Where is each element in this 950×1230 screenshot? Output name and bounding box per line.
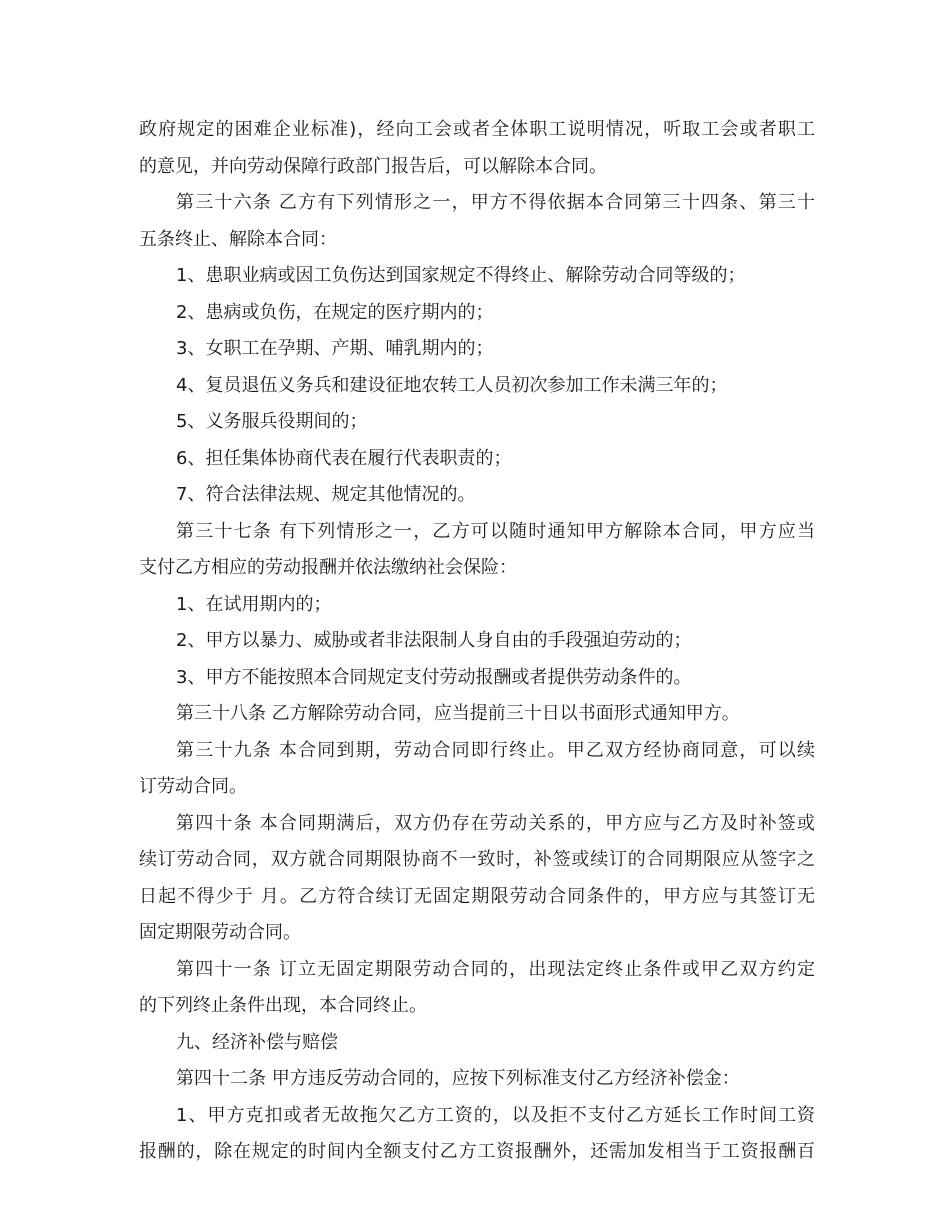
list-item: 1、在试用期内的； (176, 593, 332, 615)
text-line: 的意见，并向劳动保障行政部门报告后，可以解除本合同。 (139, 155, 607, 177)
list-item: 7、符合法律法规、规定其他情况的。 (176, 484, 476, 505)
clause-42-heading-line: 第四十二条 甲方违反劳动合同的，应按下列标准支付乙方经济补偿金： (176, 1068, 740, 1089)
text-line: 续订劳动合同，双方就合同期限协商不一致时，补签或续订的合同期限应从签字之 (139, 849, 815, 870)
text-line: 的下列终止条件出现，本合同终止。 (139, 995, 427, 1016)
document-body (139, 112, 815, 1171)
text-line: 支付乙方相应的劳动报酬并依法缴纳社会保险： (139, 557, 517, 578)
list-item: 6、担任集体协商代表在履行代表职责的； (176, 447, 512, 469)
list-item: 3、甲方不能按照本合同规定支付劳动报酬或者提供劳动条件的。 (176, 666, 692, 688)
list-item: 1、甲方克扣或者无故拖欠乙方工资的，以及拒不支付乙方延长工作时间工资 (176, 1104, 815, 1126)
text-line: 五条终止、解除本合同： (139, 228, 337, 250)
clause-39-heading-line: 第三十九条 本合同到期，劳动合同即行终止。甲乙双方经协商同意，可以续 (176, 739, 815, 761)
list-item: 2、患病或负伤，在规定的医疗期内的； (176, 301, 494, 323)
list-item: 2、甲方以暴力、威胁或者非法限制人身自由的手段强迫劳动的； (176, 630, 692, 651)
text-line: 报酬的，除在规定的时间内全额支付乙方工资报酬外，还需加发相当于工资报酬百 (139, 1141, 815, 1162)
text-line: 固定期限劳动合同。 (139, 922, 301, 943)
clause-40-heading-line: 第四十条 本合同期满后，双方仍存在劳动关系的，甲方应与乙方及时补签或 (176, 812, 815, 834)
list-item: 4、复员退伍义务兵和建设征地农转工人员初次参加工作未满三年的； (176, 374, 728, 396)
clause-37-heading-line: 第三十七条 有下列情形之一，乙方可以随时通知甲方解除本合同，甲方应当 (176, 520, 815, 542)
section-heading: 九、经济补偿与赔偿 (176, 1031, 338, 1053)
clause-36-heading-line: 第三十六条 乙方有下列情形之一，甲方不得依据本合同第三十四条、第三十 (176, 192, 815, 213)
text-line: 日起不得少于 月。乙方符合续订无固定期限劳动合同条件的，甲方应与其签订无 (139, 885, 815, 907)
list-item: 5、义务服兵役期间的； (176, 411, 368, 432)
list-item: 3、女职工在孕期、产期、哺乳期内的； (176, 338, 494, 359)
text-line: 订劳动合同。 (139, 776, 247, 797)
text-line: 政府规定的困难企业标准)，经向工会或者全体职工说明情况，听取工会或者职工 (139, 119, 815, 140)
clause-38-line: 第三十八条 乙方解除劳动合同，应当提前三十日以书面形式通知甲方。 (176, 703, 740, 724)
list-item: 1、患职业病或因工负伤达到国家规定不得终止、解除劳动合同等级的； (176, 265, 746, 286)
clause-41-heading-line: 第四十一条 订立无固定期限劳动合同的，出现法定终止条件或甲乙双方约定 (176, 958, 815, 980)
